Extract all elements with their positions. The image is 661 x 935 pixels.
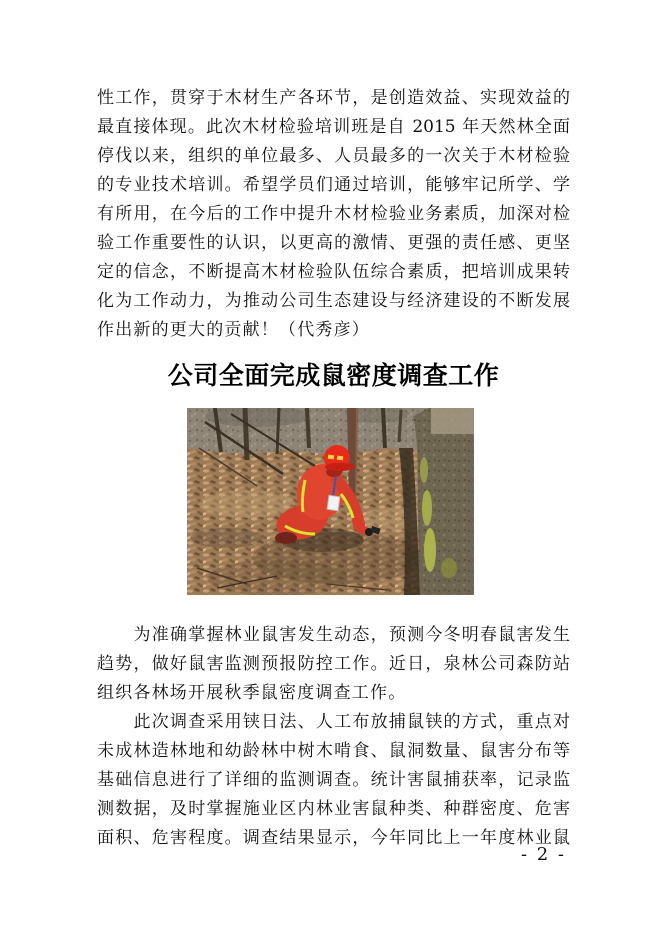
- text-line: 为准确掌握林业鼠害发生动态，预测今冬明春鼠害发生: [97, 625, 570, 645]
- text-line: 组织各林场开展秋季鼠密度调查工作。: [97, 683, 407, 703]
- text-line: 化为工作动力，为推动公司生态建设与经济建设的不断发展: [97, 291, 570, 311]
- article-title: 公司全面完成鼠密度调查工作: [167, 361, 500, 390]
- photo-illustration: [187, 408, 474, 595]
- article-paragraph-1: [97, 621, 570, 708]
- text-line: 面积、危害程度。调查结果显示，今年同比上一年度林业鼠: [97, 828, 570, 848]
- text-line: 停伐以来，组织的单位最多、人员最多的一次关于木材检验: [97, 146, 570, 166]
- page-number: - 2 -: [520, 844, 566, 865]
- text-line: 性工作，贯穿于木材生产各环节，是创造效益、实现效益的: [97, 88, 570, 108]
- article-paragraph-2: [97, 708, 570, 853]
- text-line: 作出新的更大的贡献！（代秀彦）: [97, 320, 370, 340]
- text-line: 验工作重要性的认识，以更高的激情、更强的责任感、更坚: [97, 233, 570, 253]
- text-line: 趋势，做好鼠害监测预报防控工作。近日，泉林公司森防站: [97, 654, 570, 674]
- text-line: 测数据，及时掌握施业区内林业害鼠种类、种群密度、危害: [97, 799, 570, 819]
- article-photo: [187, 408, 474, 595]
- text-line: 未成林造林地和幼龄林中树木啃食、鼠洞数量、鼠害分布等: [97, 741, 570, 761]
- text-line: 定的信念，不断提高木材检验队伍综合素质，把培训成果转: [97, 262, 570, 282]
- text-line: 的专业技术培训。希望学员们通过培训，能够牢记所学、学: [97, 175, 570, 195]
- text-line: 基础信息进行了详细的监测调查。统计害鼠捕获率，记录监: [97, 770, 570, 790]
- text-line: 有所用，在今后的工作中提升木材检验业务素质，加深对检: [97, 204, 570, 224]
- text-line: 最直接体现。此次木材检验培训班是自 2015 年天然林全面: [97, 117, 570, 137]
- text-line: 此次调查采用铗日法、人工布放捕鼠铗的方式，重点对: [97, 712, 570, 732]
- article-body: [97, 621, 570, 853]
- continued-paragraph: [97, 84, 570, 345]
